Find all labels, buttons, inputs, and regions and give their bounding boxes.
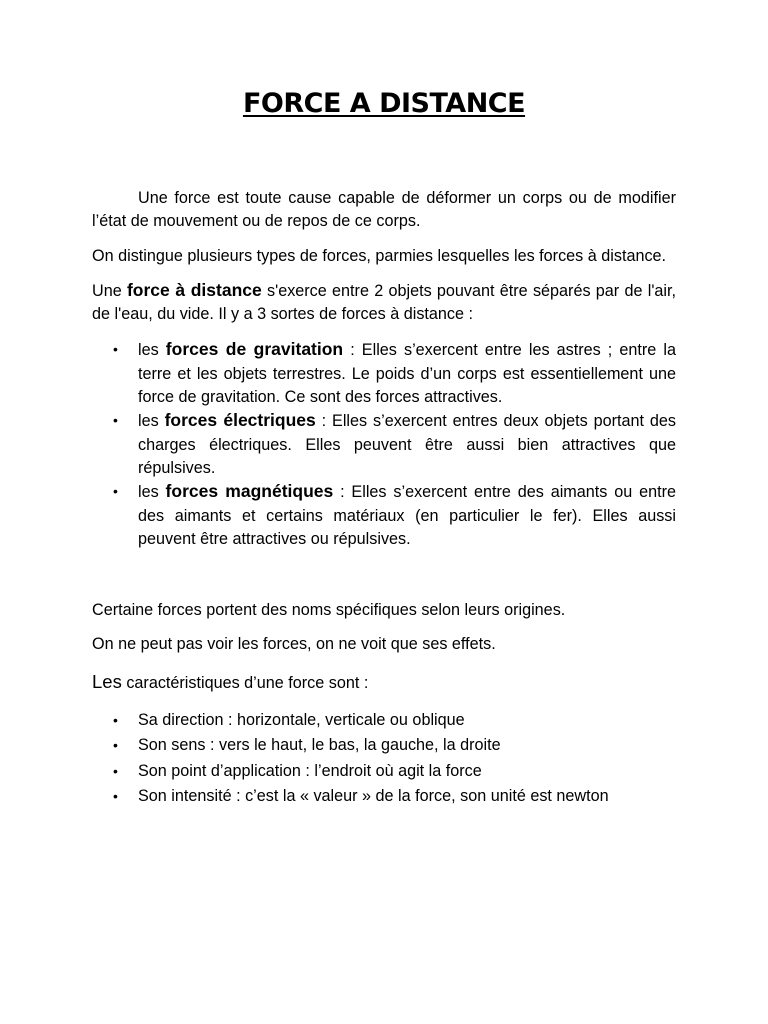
list-item-direction <box>92 709 676 732</box>
list-item-prefix: les <box>138 483 166 502</box>
list-item-intensite <box>92 785 676 808</box>
page-title: FORCE A DISTANCE <box>242 88 526 119</box>
list-item-text: : Elles s’exercent entres deux objets portant des charges électriques. Elles peuvent être aussi bien attractives que répulsives. <box>138 412 676 477</box>
intro-paragraph-1: Une force est toute cause capable de déformer un corps ou de modifier l’état de mouvement ou de repos de ce corps. <box>92 189 676 231</box>
bullet-icon: • <box>113 762 118 779</box>
spacer <box>92 551 676 599</box>
list-item-magnetiques <box>92 480 676 551</box>
document-body <box>92 187 676 810</box>
bullet-icon: • <box>113 712 118 729</box>
list-item-point-application <box>92 760 676 783</box>
list-item-prefix: les <box>138 412 165 431</box>
intro-paragraph-2: On distingue plusieurs types de forces, parmies lesquelles les forces à distance. <box>92 246 667 265</box>
bullet-icon: • <box>113 483 118 500</box>
list-item-text: Son intensité : c’est la « valeur » de la force, son unité est newton <box>138 786 609 805</box>
names-paragraph: Certaine forces portent des noms spécifiques selon leurs origines. <box>92 601 566 620</box>
bullet-icon: • <box>113 412 118 429</box>
list-item-text: Sa direction : horizontale, verticale ou oblique <box>138 711 465 730</box>
effects-paragraph: On ne peut pas voir les forces, on ne voit que ses effets. <box>92 635 496 654</box>
characteristics-intro <box>92 670 676 695</box>
list-item-sens <box>92 734 676 757</box>
bullet-icon: • <box>113 787 118 804</box>
characteristics-intro-rest: caractéristiques d’une force sont : <box>121 673 369 692</box>
bullet-icon: • <box>113 341 118 358</box>
force-types-list <box>92 338 676 551</box>
bullet-icon: • <box>113 737 118 754</box>
characteristics-list <box>92 709 676 808</box>
characteristics-intro-first-word: Les <box>92 670 122 692</box>
list-item-text: Son point d’application : l’endroit où agit la force <box>138 761 482 780</box>
list-item-gravitation <box>92 338 676 409</box>
list-item-term: forces de gravitation <box>165 339 344 360</box>
list-item-text: Son sens : vers le haut, le bas, la gauche, la droite <box>138 736 501 755</box>
list-item-term: forces électriques <box>164 410 316 431</box>
list-item-electriques <box>92 409 676 480</box>
list-item-text: : Elles s’exercent entre des aimants ou entre des aimants et certains matériaux (en particulier le fer). Elles aussi peuvent être attractives ou répulsives. <box>138 483 676 548</box>
list-item-text: : Elles s’exercent entre les astres ; entre la terre et les objets terrestres. Le poids d’un corps est essentiellement une force de gravitation. Ce sont des forces attractives. <box>138 341 676 407</box>
intro-paragraph-3 <box>92 279 676 327</box>
list-item-prefix: les <box>138 341 166 360</box>
p3-suffix: s'exerce entre 2 objets pouvant être séparés par de l'air, de l'eau, du vide. Il y a 3 sortes de forces à distance : <box>92 281 677 324</box>
p3-prefix: Une <box>92 281 127 300</box>
list-item-term: forces magnétiques <box>165 481 334 502</box>
p3-bold-term: force à distance <box>126 279 262 300</box>
